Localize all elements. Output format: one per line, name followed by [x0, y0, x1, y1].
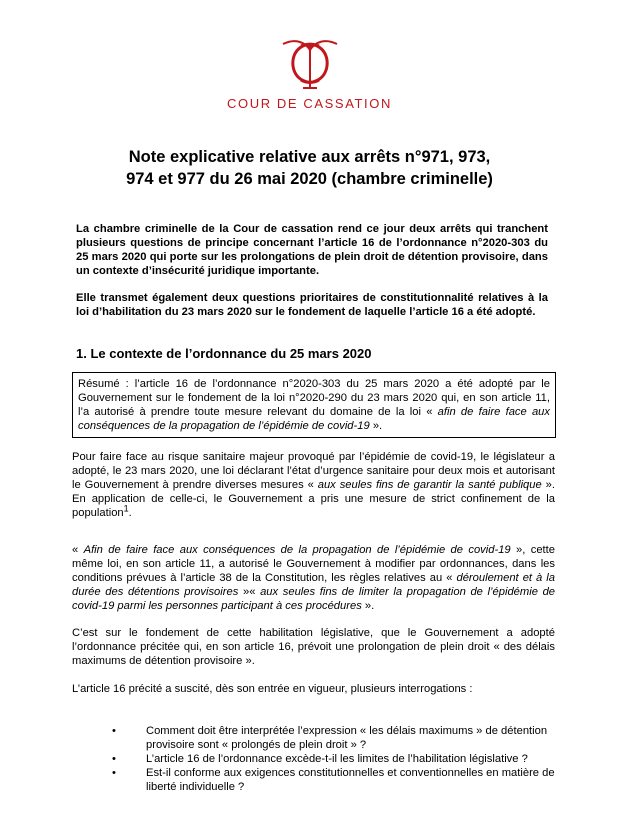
para1-italic: aux seules fins de garantir la santé publique [317, 479, 542, 491]
list-item [72, 724, 555, 752]
bullet-symbol: • [112, 753, 116, 765]
para2-italic-3: aux seules fins de limiter la propagation de l’épidémie de covid-19 parmi les personnes participant à ces procédures [72, 586, 556, 612]
court-emblem-icon [275, 36, 345, 94]
para2-text-c: »« [242, 586, 256, 598]
para1-text-a: Pour faire face au risque sanitaire majeur provoqué par l’épidémie de covid-19, le législateur a adopté, le 23 mars 2020, une loi déclarant l’état d’urgence sanitaire pour deux mois et autorisant le Gouvernement à prendre diverses mesures « [72, 451, 555, 491]
para2-text-d: ». [364, 600, 375, 612]
court-logo [0, 36, 619, 111]
questions-list [72, 724, 555, 794]
intro-paragraph-1: La chambre criminelle de la Cour de cassation rend ce jour deux arrêts qui tranchent plusieurs questions de principe concernant l’article 16 de l’ordonnance n°2020-303 du 25 mars 2020 qui porte sur les prolongations de plein droit de détention provisoire, dans un contexte d’insécurité juridique importante. [76, 223, 548, 277]
paragraph-habilitation [72, 543, 555, 613]
list-item [72, 752, 555, 766]
logo-text: COUR DE CASSATION [227, 96, 392, 111]
para1-text-c: . [128, 507, 132, 519]
paragraph-ordonnance: C’est sur le fondement de cette habilitation législative, que le Gouvernement a adopté l’ordonnance précitée qui, en son article 16, prévoit une prolongation de plein droit « des délais maximums de détention provisoire ». [72, 627, 555, 667]
list-item-text: L’article 16 de l’ordonnance excède-t-il les limites de l’habilitation législative ? [146, 753, 528, 765]
bullet-symbol: • [112, 767, 116, 779]
summary-text: Résumé : l’article 16 de l’ordonnance n°2020-303 du 25 mars 2020 a été adopté par le Gouvernement sur le fondement de la loi n°2020-290 du 23 mars 2020 qui, en son article 11, l’a autorisé à prendre toute mesure relevant du domaine de la loi « [78, 378, 550, 418]
footnote-ref[interactable]: 1 [123, 503, 129, 514]
para1-text-b: ». En application de celle-ci, le Gouvernement a pris une mesure de strict confinement de la population [72, 479, 555, 519]
list-item-text: Comment doit être interprétée l’expression « les délais maximums » de détention provisoire sont « prolongés de plein droit » ? [146, 725, 548, 751]
title-line-1: Note explicative relative aux arrêts n°971, 973, [128, 148, 491, 166]
bullet-symbol: • [112, 725, 116, 737]
paragraph-interrogations: L’article 16 précité a suscité, dès son entrée en vigueur, plusieurs interrogations : [72, 683, 473, 695]
para2-italic-1: Afin de faire face aux conséquences de la propagation de l’épidémie de covid-19 [83, 544, 511, 556]
intro-paragraph-2: Elle transmet également deux questions prioritaires de constitutionnalité relatives à la loi d’habilitation du 23 mars 2020 sur le fondement de laquelle l’article 16 a été adopté. [76, 292, 548, 318]
list-item [72, 766, 555, 794]
list-item-text: Est-il conforme aux exigences constitutionnelles et conventionnelles en matière de liberté individuelle ? [146, 767, 555, 793]
summary-end: ». [372, 420, 383, 432]
section-heading: 1. Le contexte de l’ordonnance du 25 mars 2020 [76, 346, 372, 361]
page-title [0, 146, 619, 190]
para2-italic-2: déroulement et à la durée des détentions provisoires [72, 572, 556, 598]
title-line-2: 974 et 977 du 26 mai 2020 (chambre criminelle) [126, 170, 493, 188]
summary-box [72, 372, 556, 438]
paragraph-context [72, 450, 555, 520]
para2-text-a: « [72, 544, 79, 556]
para2-text-b: », cette même loi, en son article 11, a autorisé le Gouvernement à modifier par ordonnances, dans les conditions prévues à l’article 38 de la Constitution, les règles relatives au « [72, 544, 555, 584]
summary-italic: afin de faire face aux conséquences de la propagation de l’épidémie de covid-19 [78, 406, 550, 432]
